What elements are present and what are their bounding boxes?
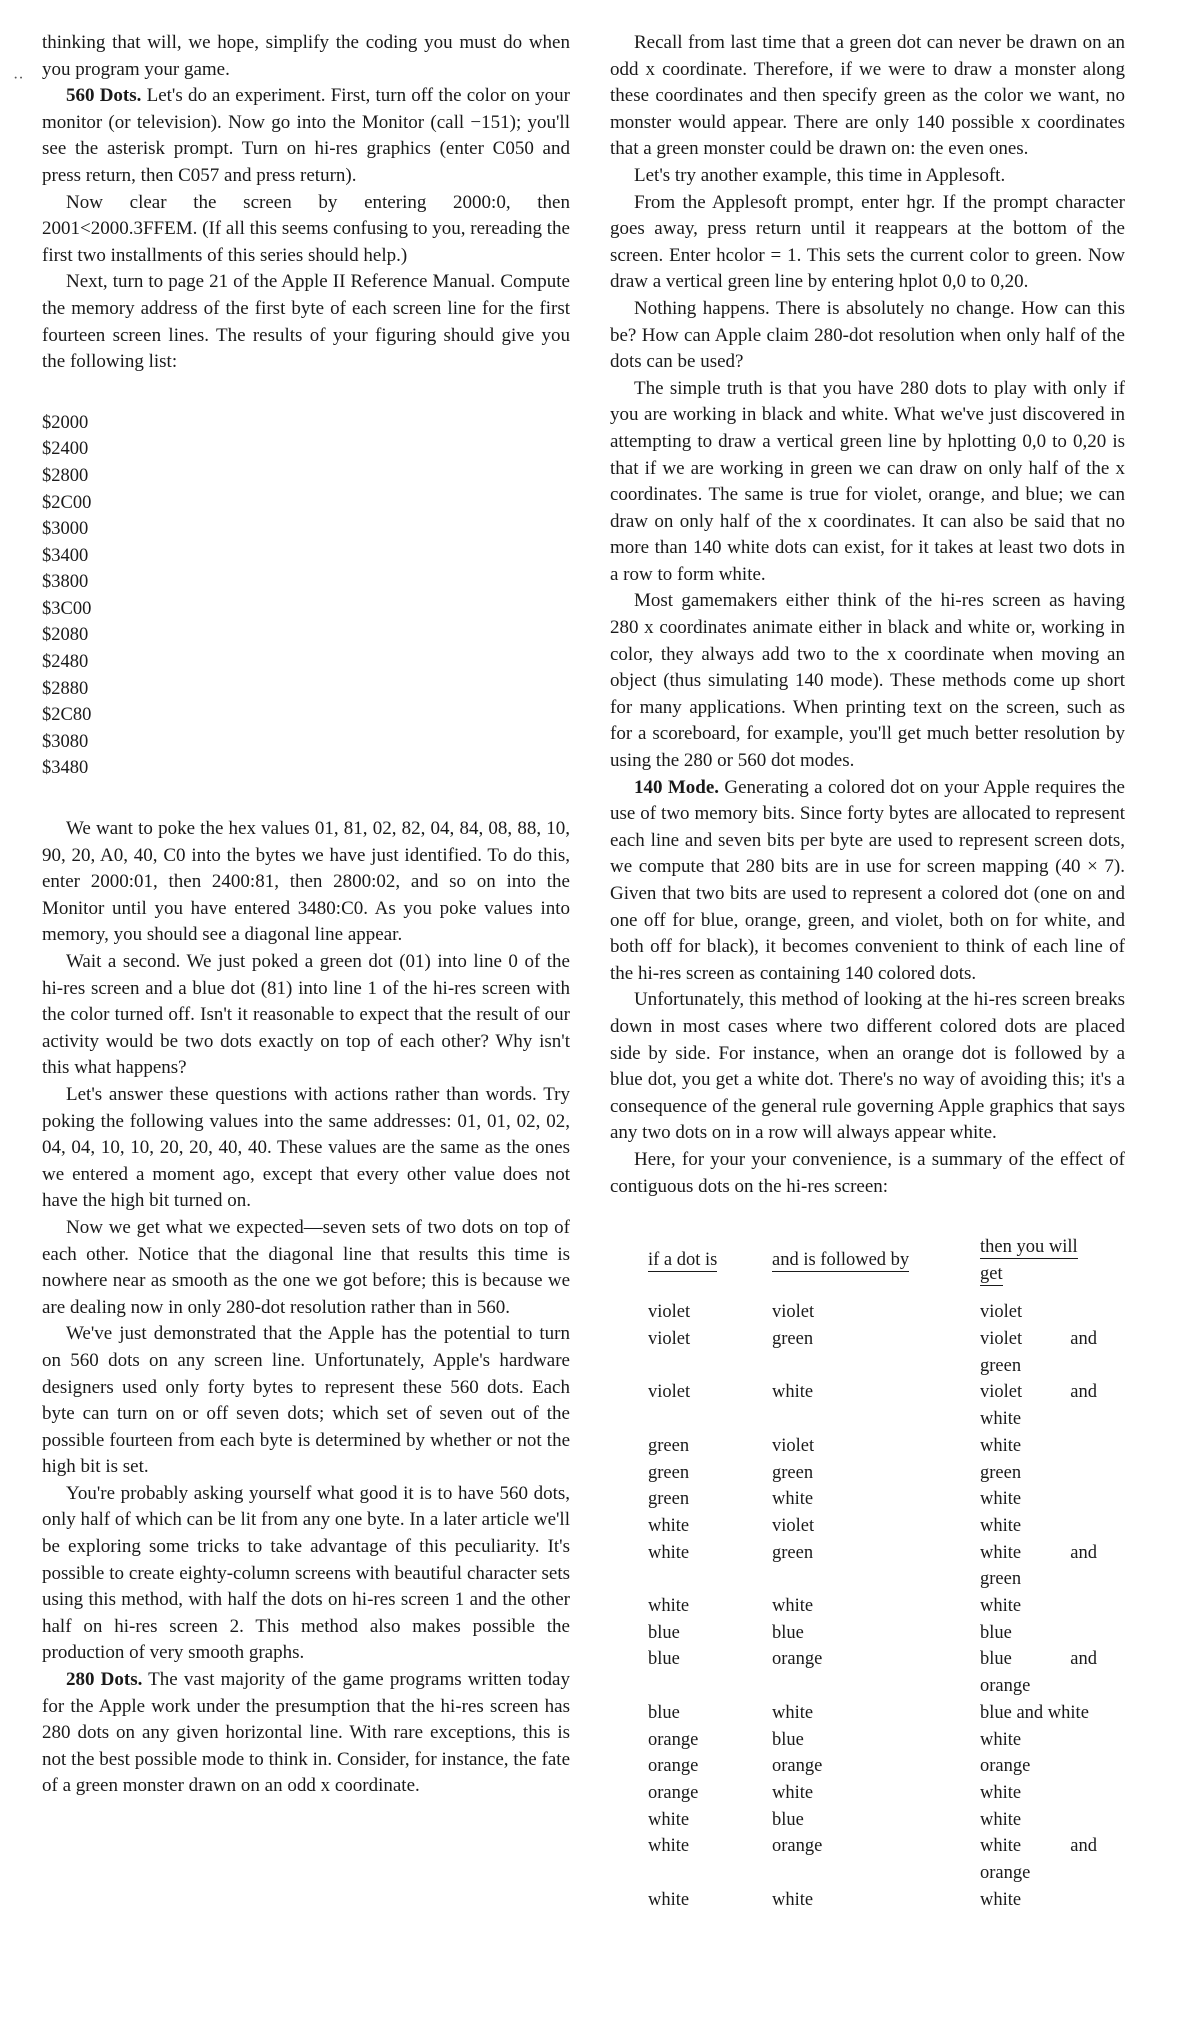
paragraph-expected: Now we get what we expected—seven sets of two dots on top of each other. Notice that the diagonal line that results this time is nowhere near as smooth as the one we got before; this is because we are dealing now in only 280-dot resolution rather than in 560. bbox=[42, 1216, 570, 1318]
table-cell: white bbox=[648, 1836, 690, 1857]
paragraph-clear-screen: Now clear the screen by entering 2000:0, then 2001<2000.3FFEM. (If all this seems confusing to you, rereading the first two installments of this series should help.) bbox=[42, 191, 570, 266]
table-header bbox=[980, 1234, 1125, 1299]
table-header-row bbox=[648, 1234, 1125, 1299]
table-row bbox=[648, 1299, 1125, 1326]
table-row bbox=[648, 1887, 1125, 1914]
table-row bbox=[648, 1620, 1125, 1647]
table-cell: white bbox=[980, 1435, 1022, 1456]
table-body bbox=[648, 1299, 1125, 1913]
table-cell: blue bbox=[980, 1622, 1012, 1643]
table-cell: white bbox=[648, 1596, 690, 1617]
table-cell: orange bbox=[648, 1782, 699, 1803]
table-row bbox=[648, 1379, 1125, 1432]
table-row bbox=[648, 1727, 1125, 1754]
address-list-item: $3480 bbox=[42, 758, 89, 779]
intro-paragraph: thinking that will, we hope, simplify the coding you must do when you program your game. bbox=[42, 32, 570, 80]
table-cell: orange bbox=[648, 1756, 699, 1777]
table-cell: violet bbox=[648, 1382, 691, 1403]
table-cell: violet bbox=[648, 1329, 691, 1350]
address-list-item: $2480 bbox=[42, 652, 89, 673]
table-row bbox=[648, 1807, 1125, 1834]
table-cell: blue bbox=[772, 1622, 804, 1643]
table-cell: white bbox=[772, 1489, 814, 1510]
address-list-item: $2000 bbox=[42, 412, 89, 433]
table-cell: white bbox=[980, 1515, 1022, 1536]
table-row bbox=[648, 1646, 1125, 1699]
table-cell: violet bbox=[772, 1435, 815, 1456]
table-row bbox=[648, 1753, 1125, 1780]
address-list-item: $3000 bbox=[42, 519, 89, 540]
address-list-item: $2400 bbox=[42, 439, 89, 460]
table-row bbox=[648, 1593, 1125, 1620]
table-cell: violet bbox=[772, 1515, 815, 1536]
table-cell: green bbox=[648, 1462, 690, 1483]
paragraph-poke: We want to poke the hex values 01, 81, 02, 82, 04, 84, 08, 88, 10, 90, 20, A0, 40, C0 into the bytes we have just identified. To do this, enter 2000:01, then 2400:81, then 2800:02, and so on into the Monitor until you have entered 3480:C0. As you poke values into memory, you should see a diagonal line appear. bbox=[42, 818, 570, 946]
table-cell: white bbox=[980, 1889, 1022, 1910]
table-cell: green bbox=[648, 1489, 690, 1510]
table-cell: orange bbox=[980, 1756, 1031, 1777]
table-cell: green bbox=[980, 1462, 1022, 1483]
table-cell: blue and orange bbox=[980, 1649, 1097, 1697]
table-cell: violet bbox=[648, 1302, 691, 1323]
paragraph-unfortunately: Unfortunately, this method of looking at the hi-res screen breaks down in most cases where two different colored dots are placed side by side. For instance, when an orange dot is followed by a blue dot, you get a white dot. There's no way of avoiding this; it's a consequence of the general rule governing Apple graphics that says any two dots on in a row will always appear white. bbox=[610, 989, 1125, 1144]
table-cell: white bbox=[980, 1596, 1022, 1617]
address-list-item: $3C00 bbox=[42, 598, 92, 619]
address-list-item: $3400 bbox=[42, 545, 89, 566]
table-header-label: then you will get bbox=[980, 1237, 1078, 1284]
table-cell: white bbox=[772, 1702, 814, 1723]
table-cell: violet and green bbox=[980, 1329, 1097, 1376]
table-row bbox=[648, 1486, 1125, 1513]
paragraph-reference-manual: Next, turn to page 21 of the Apple II Reference Manual. Compute the memory address of the first byte of each screen line for the first fourteen screen lines. The results of your figuring should give you the following list: bbox=[42, 271, 570, 373]
section-heading-280-dots: 280 Dots. bbox=[66, 1669, 143, 1691]
table-cell: blue bbox=[648, 1649, 680, 1670]
table-cell: white bbox=[772, 1889, 814, 1910]
paragraph-nothing-happens: Nothing happens. There is absolutely no change. How can this be? How can Apple claim 280-dot resolution when only half of the dots can be used? bbox=[610, 297, 1125, 373]
table-cell: orange bbox=[772, 1836, 823, 1857]
paragraph-summary-intro: Here, for your your convenience, is a summary of the effect of contiguous dots on the hi-res screen: bbox=[610, 1148, 1125, 1197]
table-cell: violet and white bbox=[980, 1382, 1097, 1430]
table-cell: violet bbox=[772, 1302, 815, 1323]
table-cell: green bbox=[772, 1462, 814, 1483]
table-cell: blue and white bbox=[980, 1702, 1089, 1723]
table-row bbox=[648, 1700, 1125, 1727]
table-cell: white bbox=[648, 1889, 690, 1910]
address-list-item: $3800 bbox=[42, 572, 89, 593]
table-header-label: if a dot is bbox=[648, 1250, 718, 1271]
address-list-item: $2C00 bbox=[42, 492, 92, 513]
table-cell: white bbox=[980, 1809, 1022, 1830]
table-cell: white and orange bbox=[980, 1836, 1097, 1884]
table-cell: white bbox=[980, 1489, 1022, 1510]
left-column bbox=[42, 30, 570, 1800]
table-row bbox=[648, 1326, 1125, 1379]
table-cell: blue bbox=[648, 1622, 680, 1643]
paragraph-560-dots bbox=[42, 83, 570, 189]
paragraph-gamemakers: Most gamemakers either think of the hi-res screen as having 280 x coordinates animate either in black and white or, working in color, they always add two to the x coordinate when moving an object (thus simulating 140 mode). These methods come up short for many applications. When printing text on the screen, such as for a scoreboard, for example, you'll get much better resolution by using the 280 or 560 dot modes. bbox=[610, 590, 1125, 772]
section-heading-560-dots: 560 Dots. bbox=[66, 85, 142, 107]
paragraph-140-body: Generating a colored dot on your Apple requires the use of two memory bits. Since forty bytes are allocated to represent each line and seven bits per byte are used to represent screen dots, we compute that 280 bits are in use for screen mapping (40 × 7). Given that two bits are used to represent a colored dot (one on and one off for blue, orange, green, and violet, both on for white, and both off for black), it becomes convenient to think of each line of the hi-res screen as containing 140 colored dots. bbox=[610, 776, 1125, 984]
table-cell: green bbox=[772, 1542, 814, 1563]
section-heading-140-mode: 140 Mode. bbox=[634, 776, 720, 798]
table-cell: orange bbox=[648, 1729, 699, 1750]
table-cell: white and green bbox=[980, 1542, 1097, 1590]
table-cell: white bbox=[980, 1782, 1022, 1803]
table-cell: blue bbox=[772, 1729, 804, 1750]
paragraph-asking: You're probably asking yourself what good it is to have 560 dots, only half of which can be lit from any one byte. In a later article we'll be exploring some tricks to take advantage of this peculiarity. It's possible to create eighty-column screens with beautiful character sets using this method, with half the dots on hi-res screen 1 and the other half on hi-res screen 2. This method also makes possible the production of very smooth graphs. bbox=[42, 1482, 570, 1664]
table-cell: orange bbox=[772, 1756, 823, 1777]
table-cell: white bbox=[772, 1782, 814, 1803]
paragraph-another-example: Let's try another example, this time in Applesoft. bbox=[634, 164, 1006, 186]
table-cell: green bbox=[648, 1435, 690, 1456]
table-row bbox=[648, 1433, 1125, 1460]
table-cell: orange bbox=[772, 1649, 823, 1670]
paragraph-560-body: Let's do an experiment. First, turn off the color on your monitor (or television). Now go into the Monitor (call −151); you'll see the asterisk prompt. Turn on hi-res graphics (enter C050 and press return, then C057 and press return). bbox=[42, 85, 570, 186]
table-row bbox=[648, 1513, 1125, 1540]
table-row bbox=[648, 1833, 1125, 1886]
table-row bbox=[648, 1780, 1125, 1807]
address-list-item: $2080 bbox=[42, 625, 89, 646]
table-cell: blue bbox=[772, 1809, 804, 1830]
table-cell: white bbox=[980, 1729, 1022, 1750]
paragraph-wait: Wait a second. We just poked a green dot (01) into line 0 of the hi-res screen and a blue dot (81) into line 1 of the hi-res screen with the color turned off. Isn't it reasonable to expect that the result of our activity would be two dots exactly on top of each other? Why isn't this what happens? bbox=[42, 951, 570, 1079]
table-cell: blue bbox=[648, 1702, 680, 1723]
stray-mark: ·· bbox=[13, 70, 24, 87]
table-header-label: and is followed by bbox=[772, 1250, 910, 1271]
table-header bbox=[772, 1234, 980, 1299]
address-list bbox=[42, 410, 570, 782]
paragraph-simple-truth: The simple truth is that you have 280 dots to play with only if you are working in black and white. What we've just discovered in attempting to draw a vertical green line by hplotting 0,0 to 0,20 is that if we are working in green we can draw on only half of the x coordinates. The same is true for violet, orange, and blue; we can draw on only half of the x coordinates. It can also be said that no more than 140 white dots can exist, for it takes at least two dots in a row to form white. bbox=[610, 377, 1125, 585]
contiguous-dots-table bbox=[648, 1234, 1125, 1913]
paragraph-demonstrated: We've just demonstrated that the Apple has the potential to turn on 560 dots on any screen line. Unfortunately, Apple's hardware designers used only forty bytes to represent these 560 dots. Each byte can turn on or off seven dots; which set of seven out of the possible fourteen from each byte is determined by whether or not the high bit is set. bbox=[42, 1323, 570, 1478]
table-cell: white bbox=[648, 1809, 690, 1830]
address-list-item: $3080 bbox=[42, 731, 89, 752]
paragraph-280-body: The vast majority of the game programs written today for the Apple work under the presumption that the hi-res screen has 280 dots on any given horizontal line. With rare exceptions, this is not the best possible mode to think in. Consider, for instance, the fate of a green monster drawn on an odd x coordinate. bbox=[42, 1669, 570, 1797]
paragraph-applesoft: From the Applesoft prompt, enter hgr. If the prompt character goes away, press return until it reappears at the bottom of the screen. Enter hcolor = 1. This sets the current color to green. Now draw a vertical green line by entering hplot 0,0 to 0,20. bbox=[610, 191, 1125, 293]
paragraph-140-mode bbox=[610, 775, 1125, 988]
address-list-item: $2880 bbox=[42, 678, 89, 699]
table-row bbox=[648, 1540, 1125, 1593]
table-cell: white bbox=[648, 1542, 690, 1563]
paragraph-recall: Recall from last time that a green dot can never be drawn on an odd x coordinate. Therefore, if we were to draw a monster along these coordinates and then specify green as the color we want, no monster would appear. There are only 140 possible x coordinates that a green monster could be drawn on: the even ones. bbox=[610, 32, 1125, 160]
table-header bbox=[648, 1234, 772, 1299]
table-cell: white bbox=[648, 1515, 690, 1536]
paragraph-answer: Let's answer these questions with actions rather than words. Try poking the following values into the same addresses: 01, 01, 02, 02, 04, 04, 10, 10, 20, 20, 40, 40. These values are the same as the ones we entered a moment ago, except that every other value does not have the high bit turned on. bbox=[42, 1083, 570, 1212]
paragraph-280-dots bbox=[42, 1667, 570, 1800]
table-row bbox=[648, 1460, 1125, 1487]
address-list-item: $2C80 bbox=[42, 705, 92, 726]
table-cell: green bbox=[772, 1329, 814, 1350]
table-cell: white bbox=[772, 1596, 814, 1617]
table-cell: white bbox=[772, 1382, 814, 1403]
right-column bbox=[610, 30, 1125, 1913]
table-cell: violet bbox=[980, 1302, 1023, 1323]
address-list-item: $2800 bbox=[42, 465, 89, 486]
